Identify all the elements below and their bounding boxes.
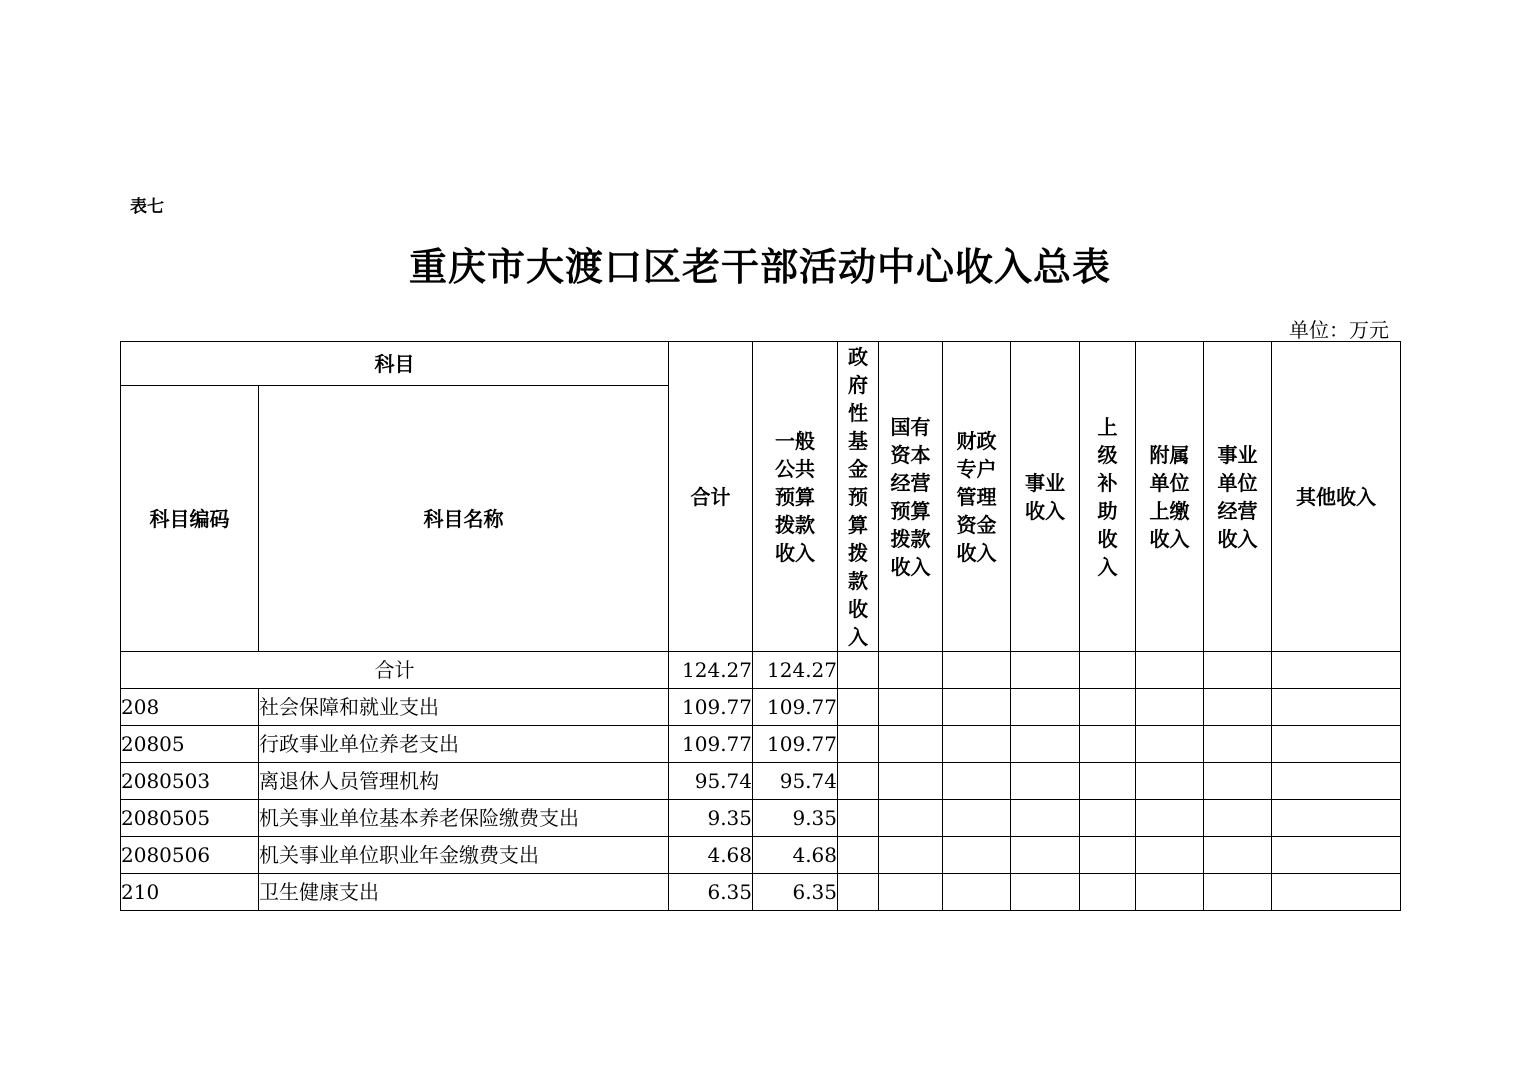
row-name: 机关事业单位基本养老保险缴费支出 (259, 800, 669, 837)
row-total: 4.68 (669, 837, 753, 874)
empty-cell (838, 874, 879, 911)
empty-cell (879, 763, 943, 800)
empty-cell (943, 800, 1011, 837)
empty-cell (1204, 652, 1272, 689)
header-fiscal-special: 财政专户管理资金收入 (943, 342, 1011, 652)
empty-cell (1011, 800, 1080, 837)
empty-cell (1080, 652, 1136, 689)
unit-label: 单位：万元 (1289, 318, 1389, 342)
table-row (121, 763, 1401, 800)
empty-cell (1011, 763, 1080, 800)
empty-cell (879, 874, 943, 911)
empty-cell (1011, 837, 1080, 874)
empty-cell (943, 837, 1011, 874)
total-row (121, 652, 1401, 689)
empty-cell (1272, 837, 1401, 874)
row-general: 109.77 (753, 689, 838, 726)
empty-cell (838, 763, 879, 800)
row-total: 6.35 (669, 874, 753, 911)
row-name: 卫生健康支出 (259, 874, 669, 911)
empty-cell (1136, 874, 1204, 911)
row-code: 2080503 (121, 763, 259, 800)
empty-cell (1080, 726, 1136, 763)
header-superior-subsidy: 上级补助收入 (1080, 342, 1136, 652)
row-name: 离退休人员管理机构 (259, 763, 669, 800)
row-total: 9.35 (669, 800, 753, 837)
header-subject-name: 科目名称 (259, 386, 669, 652)
header-business-income: 事业收入 (1011, 342, 1080, 652)
header-subject-code: 科目编码 (121, 386, 259, 652)
empty-cell (1080, 837, 1136, 874)
empty-cell (1204, 763, 1272, 800)
row-code: 2080506 (121, 837, 259, 874)
empty-cell (1136, 726, 1204, 763)
empty-cell (1272, 763, 1401, 800)
empty-cell (1136, 652, 1204, 689)
row-code: 210 (121, 874, 259, 911)
empty-cell (1272, 726, 1401, 763)
empty-cell (838, 652, 879, 689)
row-general: 9.35 (753, 800, 838, 837)
header-state-capital: 国有资本经营预算拨款收入 (879, 342, 943, 652)
empty-cell (1011, 689, 1080, 726)
header-general-budget: 一般公共预算拨款收入 (753, 342, 838, 652)
row-name: 社会保障和就业支出 (259, 689, 669, 726)
document-title: 重庆市大渡口区老干部活动中心收入总表 (408, 244, 1111, 289)
empty-cell (1011, 874, 1080, 911)
table-row (121, 837, 1401, 874)
row-code: 208 (121, 689, 259, 726)
empty-cell (1136, 689, 1204, 726)
empty-cell (1080, 763, 1136, 800)
empty-cell (1272, 800, 1401, 837)
empty-cell (1136, 763, 1204, 800)
empty-cell (1011, 726, 1080, 763)
total-row-total: 124.27 (669, 652, 753, 689)
empty-cell (838, 837, 879, 874)
empty-cell (838, 800, 879, 837)
row-code: 20805 (121, 726, 259, 763)
empty-cell (1080, 874, 1136, 911)
empty-cell (1272, 652, 1401, 689)
empty-cell (943, 652, 1011, 689)
row-total: 95.74 (669, 763, 753, 800)
empty-cell (1011, 652, 1080, 689)
table-row (121, 726, 1401, 763)
empty-cell (838, 726, 879, 763)
header-other-income: 其他收入 (1272, 342, 1401, 652)
table-row (121, 689, 1401, 726)
row-name: 行政事业单位养老支出 (259, 726, 669, 763)
empty-cell (1204, 726, 1272, 763)
total-row-general: 124.27 (753, 652, 838, 689)
row-general: 4.68 (753, 837, 838, 874)
empty-cell (1272, 689, 1401, 726)
total-row-label: 合计 (121, 652, 669, 689)
table-row (121, 874, 1401, 911)
empty-cell (879, 652, 943, 689)
table-row (121, 800, 1401, 837)
empty-cell (838, 689, 879, 726)
row-code: 2080505 (121, 800, 259, 837)
table-number: 表七 (130, 197, 164, 217)
row-general: 6.35 (753, 874, 838, 911)
empty-cell (879, 689, 943, 726)
header-operating-income: 事业单位经营收入 (1204, 342, 1272, 652)
empty-cell (943, 689, 1011, 726)
empty-cell (879, 726, 943, 763)
income-summary-table (120, 341, 1401, 911)
row-general: 95.74 (753, 763, 838, 800)
header-gov-fund: 政府性基金预算拨款收入 (838, 342, 879, 652)
row-general: 109.77 (753, 726, 838, 763)
empty-cell (1080, 800, 1136, 837)
empty-cell (879, 800, 943, 837)
empty-cell (1272, 874, 1401, 911)
empty-cell (1080, 689, 1136, 726)
header-total: 合计 (669, 342, 753, 652)
empty-cell (1204, 837, 1272, 874)
row-total: 109.77 (669, 726, 753, 763)
empty-cell (1136, 837, 1204, 874)
empty-cell (943, 763, 1011, 800)
row-total: 109.77 (669, 689, 753, 726)
header-affiliated-income: 附属单位上缴收入 (1136, 342, 1204, 652)
empty-cell (879, 837, 943, 874)
empty-cell (1204, 800, 1272, 837)
empty-cell (1204, 689, 1272, 726)
empty-cell (943, 726, 1011, 763)
empty-cell (943, 874, 1011, 911)
empty-cell (1136, 800, 1204, 837)
row-name: 机关事业单位职业年金缴费支出 (259, 837, 669, 874)
empty-cell (1204, 874, 1272, 911)
header-subject: 科目 (121, 342, 669, 386)
